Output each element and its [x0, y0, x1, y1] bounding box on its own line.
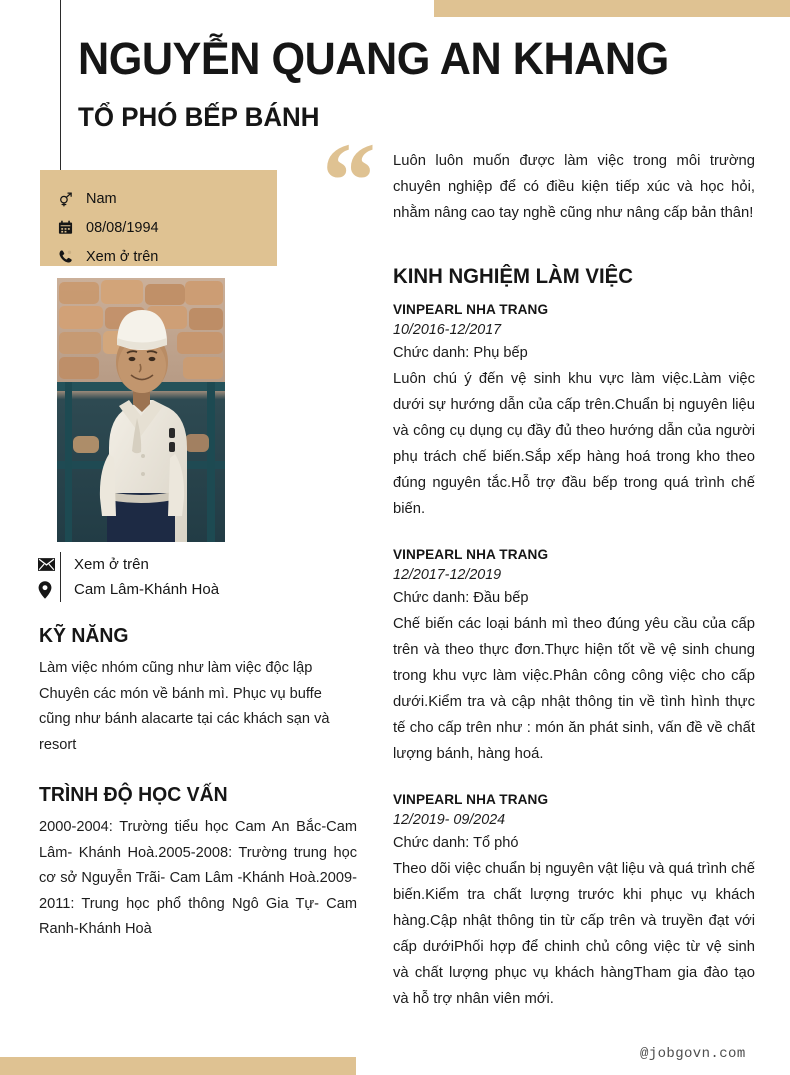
contact-row-location [38, 577, 338, 602]
calendar-icon [58, 220, 82, 235]
personal-info-value-phone: Xem ở trên [86, 248, 159, 265]
experience-company: VINPEARL NHA TRANG [393, 792, 549, 807]
bottom-accent-bar [0, 1057, 356, 1075]
education-heading: TRÌNH ĐỘ HỌC VẤN [39, 784, 228, 806]
skills-heading: KỸ NĂNG [39, 625, 129, 647]
candidate-job-title: TỔ PHÓ BẾP BÁNH [78, 102, 320, 132]
phone-icon [58, 249, 82, 264]
experience-heading: KINH NGHIỆM LÀM VIỆC [393, 265, 633, 288]
experience-item [393, 790, 755, 1012]
experience-description: Theo dõi việc chuẩn bị nguyên vật liệu và quá trình chế biến.Kiểm tra chất lượng trước khi phục vụ khách hàng.Cập nhật thông tin từ cấp trên và truyền đạt với cấp dướiPhối hợp để chinh chủ công việc từ vệ sinh và chất lượng phục vụ khách hàngTham gia đào tạo và hỗ trợ nhân viên mới. [393, 861, 755, 1007]
experience-item [393, 545, 755, 767]
personal-info-row-phone [58, 242, 277, 271]
education-section [39, 784, 357, 943]
personal-info-box [40, 170, 277, 266]
experience-description: Chế biến các loại bánh mì theo đúng yêu cầu của cấp trên và theo thực đơn.Thực hiện tốt về vệ sinh chung trong khu vực làm việc.Phân công công việc cho cấp dưới.Kiểm tra và cập nhật thông tin về tình hình thực tế cho cấp trên như : món ăn phát sinh, vấn đề về chất lượng bánh, hàng hoá. [393, 616, 755, 762]
personal-info-row-gender [58, 184, 277, 213]
experience-item [393, 300, 755, 522]
quote-mark-icon: “ [322, 122, 376, 241]
experience-period: 12/2017-12/2019 [393, 567, 502, 583]
contact-value-email: Xem ở trên [74, 556, 149, 573]
personal-info-row-birthdate [58, 213, 277, 242]
site-watermark: @jobgovn.com [640, 1046, 746, 1062]
candidate-name: NGUYỄN QUANG AN KHANG [78, 33, 669, 84]
experience-role: Chức danh: Phụ bếp [393, 345, 528, 361]
contact-value-location: Cam Lâm-Khánh Hoà [74, 581, 220, 598]
header-vertical-rule [60, 0, 61, 178]
candidate-photo [57, 278, 225, 542]
top-accent-bar [434, 0, 790, 17]
contact-row-email [38, 552, 338, 577]
skills-text: Làm việc nhóm cũng như làm việc độc lập Chuyên các món về bánh mì. Phục vụ buffe cũng như bánh alacarte tại các khách sạn và resort [39, 660, 330, 753]
gender-icon [58, 191, 82, 207]
experience-description: Luôn chú ý đến vệ sinh khu vực làm việc.Làm việc dưới sự hướng dẫn của cấp trên.Chuẩn bị nguyên liệu và công cụ dụng cụ đầy đủ theo hướng dẫn của người phụ trách chế biến.Sắp xếp hàng hoá trong kho theo đúng nguyên tắc.Hỗ trợ đầu bếp trong quá trình chế biến. [393, 371, 755, 517]
experience-company: VINPEARL NHA TRANG [393, 547, 549, 562]
email-icon [38, 558, 60, 571]
personal-info-value-birthdate: 08/08/1994 [86, 219, 159, 236]
objective-text: Luôn luôn muốn được làm việc trong môi trường chuyên nghiệp để có điều kiện tiếp xúc và học hỏi, nhằm nâng cao tay nghề cũng như nâng cấp bản thân! [393, 153, 755, 221]
experience-period: 12/2019- 09/2024 [393, 812, 506, 828]
experience-role: Chức danh: Tổ phó [393, 835, 519, 851]
location-icon [38, 581, 60, 599]
experience-period: 10/2016-12/2017 [393, 322, 502, 338]
experience-list [393, 300, 755, 1035]
contact-list [38, 552, 338, 602]
experience-role: Chức danh: Đầu bếp [393, 590, 529, 606]
personal-info-value-gender: Nam [86, 190, 117, 207]
experience-company: VINPEARL NHA TRANG [393, 302, 549, 317]
skills-section [39, 625, 357, 758]
education-text: 2000-2004: Trường tiểu học Cam An Bắc-Cam Lâm- Khánh Hoà.2005-2008: Trường trung học cơ sở Nguyễn Trãi- Cam Lâm -Khánh Hoà.2009-2011: Trung học phổ thông Ngô Gia Tự- Cam Ranh-Khánh Hoà [39, 819, 357, 937]
